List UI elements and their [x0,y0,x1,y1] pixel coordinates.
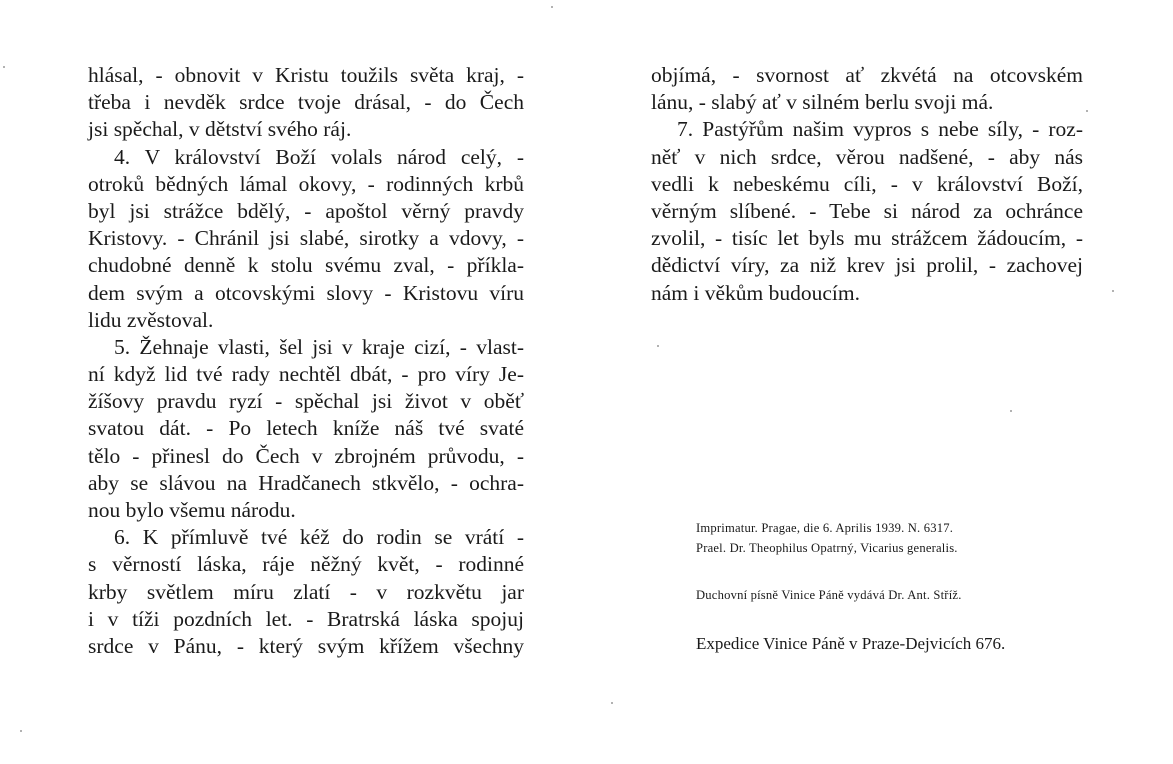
publisher-note: Duchovní písně Vinice Páně vydává Dr. Ant. Stříž. [696,588,962,602]
scan-speck [20,730,22,732]
text-line: něť v nich srdce, věrou nadšené, - aby nás [651,144,1083,169]
text-line: svatou dát. - Po letech kníže náš tvé svaté [88,416,524,441]
text-line: hlásal, - obnovit v Kristu toužils světa kraj, - [88,63,524,87]
scan-speck [1010,410,1012,412]
text-line: krby světlem míru zlatí - v rozkvětu jar [88,579,524,604]
text-line: třeba i nevděk srdce tvoje drásal, - do Čech [88,90,524,115]
text-line: s věrností láska, ráje něžný květ, - rodinné [88,552,524,577]
stanza-5-start: 5. Žehnaje vlasti, šel jsi v kraje cizí, - vlast- [114,334,524,359]
text-line: věrným slíbené. - Tebe si národ za ochránce [651,198,1083,223]
stanza-6-start: 6. K přímluvě tvé kéž do rodin se vrátí - [114,525,524,550]
stanza-4-start: 4. V království Boží volals národ celý, - [114,144,524,169]
right-text-column [651,62,1083,307]
text-line: zvolil, - tisíc let byls mu strážcem žádoucím, - [651,226,1083,251]
text-line: dědictví víry, za niž krev jsi prolil, - zachovej [651,253,1083,278]
text-line: dem svým a otcovskými slovy - Kristovu víru [88,280,524,305]
text-line: otroků bědných lámal okovy, - rodinných krbů [88,171,524,196]
text-line: nou bylo všemu národu. [88,498,296,522]
text-line: vedli k nebeskému cíli, - v království Boží, [651,171,1083,196]
text-line: ní když lid tvé rady nechtěl dbát, - pro víry Je- [88,362,524,387]
text-line: byl jsi strážce bdělý, - apoštol věrný pravdy [88,198,524,223]
scan-speck [1086,110,1088,112]
scan-speck [657,345,659,347]
expedition-address: Expedice Vinice Páně v Praze-Dejvicích 676. [696,634,1006,653]
text-line: jsi spěchal, v dětství svého ráj. [88,117,352,142]
text-line: objímá, - svornost ať zkvétá na otcovském [651,63,1083,87]
stanza-7-start: 7. Pastýřům našim vypros s nebe síly, - roz- [677,117,1083,142]
left-text-column [88,62,524,660]
text-line: lánu, - slabý ať v silném berlu svoji má. [651,90,994,115]
text-line: chudobné denně k stolu svému zval, - příkla- [88,253,524,278]
text-line: tělo - přinesl do Čech v zbrojném průvodu, - [88,443,524,468]
scan-speck [611,702,613,704]
text-line: aby se slávou na Hradčanech stkvělo, - ochra- [88,470,524,495]
imprimatur-signatory: Prael. Dr. Theophilus Opatrný, Vicarius generalis. [696,541,958,555]
scan-speck [1112,290,1114,292]
scan-speck [3,66,5,68]
scan-speck [551,6,553,8]
text-line: i v tíži pozdních let. - Bratrská láska spojuj [88,606,524,631]
text-line: srdce v Pánu, - který svým křížem všechny [88,633,524,658]
imprimatur-line: Imprimatur. Pragae, die 6. Aprilis 1939. N. 6317. [696,521,954,535]
text-line: žíšovy pravdu ryzí - spěchal jsi život v oběť [88,389,524,414]
imprimatur-block [696,518,1046,558]
text-line: lidu zvěstoval. [88,307,214,332]
text-line: nám i věkům budoucím. [651,280,860,305]
text-line: Kristovy. - Chránil jsi slabé, sirotky a vdovy, - [88,226,524,251]
